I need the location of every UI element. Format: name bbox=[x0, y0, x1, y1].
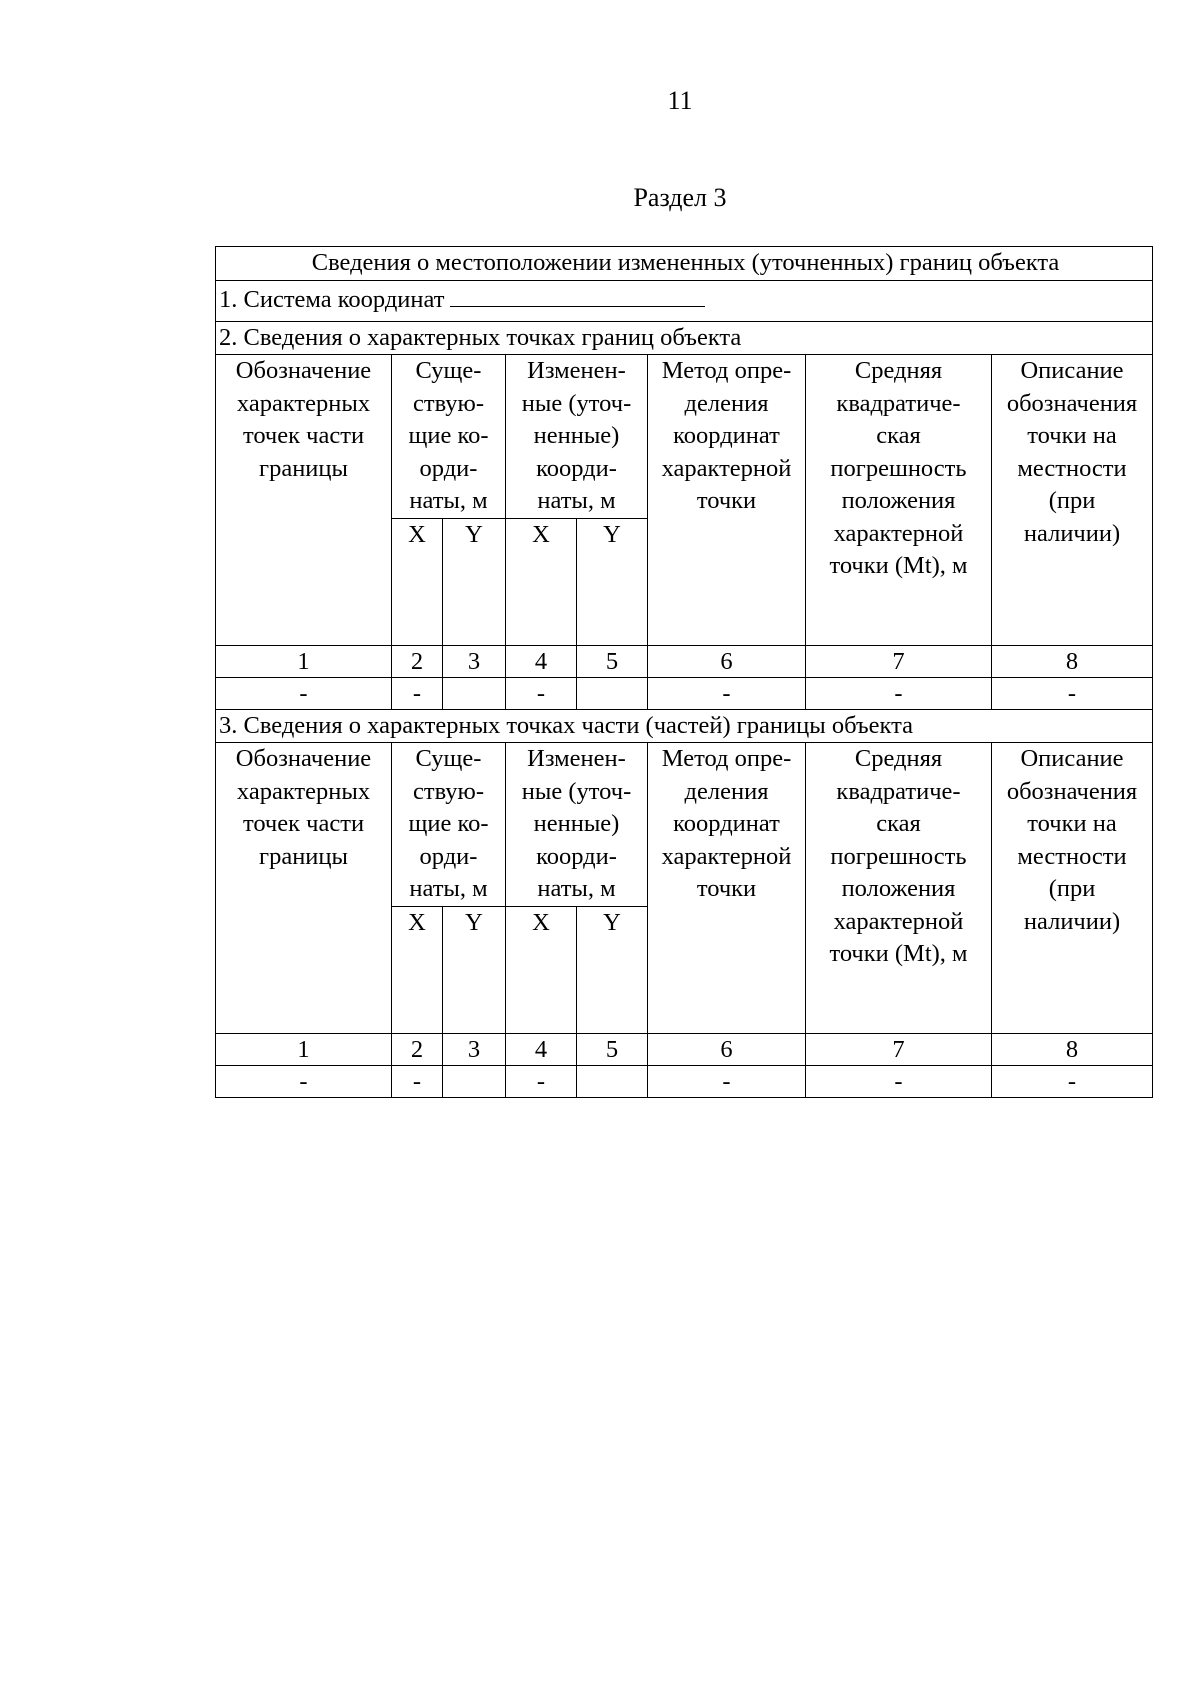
page-number: 11 bbox=[667, 86, 693, 115]
column-number: 4 bbox=[506, 645, 577, 677]
column-number: 8 bbox=[992, 645, 1153, 677]
header-row bbox=[216, 355, 1153, 519]
column-number: 1 bbox=[216, 645, 392, 677]
section-title: Раздел 3 bbox=[633, 183, 727, 212]
table-cell: - bbox=[392, 677, 443, 709]
coord-system-row bbox=[216, 280, 1153, 321]
header-x: X bbox=[506, 906, 577, 1033]
header-method: Метод опре- деления координат характерной точки bbox=[648, 743, 806, 1034]
header-y: Y bbox=[577, 518, 648, 645]
column-number: 6 bbox=[648, 645, 806, 677]
header-existing-coords: Суще- ствую- щие ко- орди- наты, м bbox=[392, 743, 506, 907]
column-number: 6 bbox=[648, 1033, 806, 1065]
header-mean-error: Средняя квадратиче- ская погрешность положения характерной точки (Mt), м bbox=[806, 355, 992, 646]
header-y: Y bbox=[577, 906, 648, 1033]
table-cell: - bbox=[506, 677, 577, 709]
header-row bbox=[216, 743, 1153, 907]
table-row bbox=[216, 677, 1153, 709]
header-x: X bbox=[506, 518, 577, 645]
table-cell: - bbox=[506, 1065, 577, 1097]
column-number: 3 bbox=[443, 645, 506, 677]
header-x: X bbox=[392, 518, 443, 645]
header-point-designation: Обозначение характерных точек части границы bbox=[216, 743, 392, 1034]
column-number: 7 bbox=[806, 645, 992, 677]
header-description: Описание обозначения точки на местности (при наличии) bbox=[992, 355, 1153, 646]
boundary-points-table bbox=[215, 246, 1152, 1098]
coord-system-blank bbox=[450, 284, 705, 307]
header-description: Описание обозначения точки на местности (при наличии) bbox=[992, 743, 1153, 1034]
table-cell: - bbox=[216, 1065, 392, 1097]
section-heading-row bbox=[216, 321, 1153, 355]
column-numbers-row bbox=[216, 645, 1153, 677]
header-existing-coords: Суще- ствую- щие ко- орди- наты, м bbox=[392, 355, 506, 519]
table-cell bbox=[443, 677, 506, 709]
table-title: Сведения о местоположении измененных (уточненных) границ объекта bbox=[216, 247, 1153, 281]
coord-system-label: 1. Система координат bbox=[219, 286, 445, 314]
header-mean-error: Средняя квадратиче- ская погрешность положения характерной точки (Mt), м bbox=[806, 743, 992, 1034]
column-number: 7 bbox=[806, 1033, 992, 1065]
table-cell: - bbox=[392, 1065, 443, 1097]
column-number: 2 bbox=[392, 1033, 443, 1065]
table-cell: - bbox=[216, 677, 392, 709]
section-heading: 3. Сведения о характерных точках части (частей) границы объекта bbox=[216, 709, 1153, 743]
header-method: Метод опре- деления координат характерной точки bbox=[648, 355, 806, 646]
table-cell: - bbox=[992, 1065, 1153, 1097]
table-cell bbox=[577, 677, 648, 709]
header-point-designation: Обозначение характерных точек части границы bbox=[216, 355, 392, 646]
column-numbers-row bbox=[216, 1033, 1153, 1065]
section-heading: 2. Сведения о характерных точках границ объекта bbox=[216, 321, 1153, 355]
column-number: 5 bbox=[577, 645, 648, 677]
header-y: Y bbox=[443, 518, 506, 645]
table-cell: - bbox=[648, 1065, 806, 1097]
column-number: 4 bbox=[506, 1033, 577, 1065]
table-cell: - bbox=[806, 677, 992, 709]
table-cell: - bbox=[806, 1065, 992, 1097]
column-number: 2 bbox=[392, 645, 443, 677]
coord-system-cell bbox=[216, 280, 1153, 321]
column-number: 5 bbox=[577, 1033, 648, 1065]
section-heading-row bbox=[216, 709, 1153, 743]
header-x: X bbox=[392, 906, 443, 1033]
header-changed-coords: Изменен- ные (уточ- ненные) коорди- наты, м bbox=[506, 743, 648, 907]
table-cell: - bbox=[992, 677, 1153, 709]
table-title-row bbox=[216, 247, 1153, 281]
column-number: 3 bbox=[443, 1033, 506, 1065]
table-cell: - bbox=[648, 677, 806, 709]
table-row bbox=[216, 1065, 1153, 1097]
header-y: Y bbox=[443, 906, 506, 1033]
table-cell bbox=[443, 1065, 506, 1097]
column-number: 1 bbox=[216, 1033, 392, 1065]
header-changed-coords: Изменен- ные (уточ- ненные) коорди- наты, м bbox=[506, 355, 648, 519]
table-cell bbox=[577, 1065, 648, 1097]
column-number: 8 bbox=[992, 1033, 1153, 1065]
